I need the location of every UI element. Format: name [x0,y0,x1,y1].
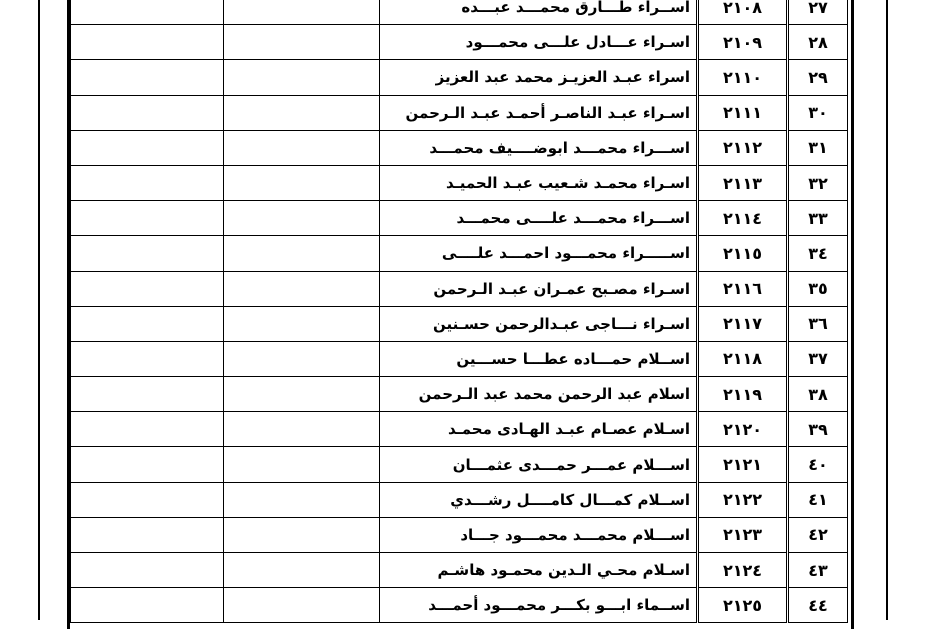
student-name: اسـراء مصـبح عمـران عبـد الـرحمن [380,271,698,306]
row-number: ٣٣ [788,201,848,236]
table-row [71,306,848,341]
seat-number: ٢١١١ [698,95,788,130]
seat-number: ٢١١٦ [698,271,788,306]
empty-cell [71,306,224,341]
table-row [71,25,848,60]
empty-cell [224,271,380,306]
seat-number: ٢١٢٢ [698,482,788,517]
student-name: اســـراء محمـــد ابوضــــيف محمـــد [380,130,698,165]
empty-cell [71,165,224,200]
empty-cell [71,482,224,517]
row-number: ٢٩ [788,60,848,95]
row-number: ٣٤ [788,236,848,271]
empty-cell [224,377,380,412]
seat-number: ٢١١٨ [698,341,788,376]
seat-number: ٢١٠٨ [698,0,788,25]
table-row [71,95,848,130]
student-name: اســلام كمـــال كامــــل رشـــدي [380,482,698,517]
empty-cell [71,271,224,306]
seat-number: ٢١٢٣ [698,517,788,552]
empty-cell [71,553,224,588]
seat-number: ٢١٢١ [698,447,788,482]
seat-number: ٢١١٥ [698,236,788,271]
empty-cell [71,201,224,236]
student-name: اسـراء محمـد شـعيب عبـد الحميـد [380,165,698,200]
row-number: ٢٧ [788,0,848,25]
seat-number: ٢١١٩ [698,377,788,412]
seat-number: ٢١١٢ [698,130,788,165]
table-row [71,60,848,95]
empty-cell [71,517,224,552]
student-name: اســـلام محمـــد محمـــود جـــاد [380,517,698,552]
seat-number: ٢١١٣ [698,165,788,200]
row-number: ٣٦ [788,306,848,341]
empty-cell [71,25,224,60]
row-number: ٣٠ [788,95,848,130]
row-number: ٤١ [788,482,848,517]
student-name: اسـلام عصـام عبـد الهـادى محمـد [380,412,698,447]
student-name: اســـلام عمـــر حمـــدى عثمـــان [380,447,698,482]
student-name: اسـراء نـــاجى عبـدالرحمن حسـنين [380,306,698,341]
row-number: ٣١ [788,130,848,165]
empty-cell [71,341,224,376]
empty-cell [224,447,380,482]
empty-cell [71,412,224,447]
table-row [71,553,848,588]
student-name: اسراء عبـد العزيـز محمد عبد العزيز [380,60,698,95]
table-row [71,271,848,306]
empty-cell [224,60,380,95]
table-row [71,341,848,376]
table-row [71,165,848,200]
row-number: ٣٨ [788,377,848,412]
student-name: اســـراء محمـــد علــــى محمـــد [380,201,698,236]
empty-cell [224,588,380,623]
table-row [71,412,848,447]
empty-cell [71,0,224,25]
row-number: ٣٩ [788,412,848,447]
row-number: ٤٠ [788,447,848,482]
table-row [71,377,848,412]
row-number: ٣٥ [788,271,848,306]
empty-cell [71,377,224,412]
student-roster-table [70,0,848,623]
empty-cell [224,25,380,60]
table-row [71,130,848,165]
seat-number: ٢١١٤ [698,201,788,236]
row-number: ٤٣ [788,553,848,588]
empty-cell [71,588,224,623]
seat-number: ٢١١٧ [698,306,788,341]
row-number: ٣٧ [788,341,848,376]
seat-number: ٢١١٠ [698,60,788,95]
table-row [71,0,848,25]
empty-cell [71,60,224,95]
seat-number: ٢١٢٥ [698,588,788,623]
empty-cell [224,482,380,517]
table-row [71,447,848,482]
empty-cell [224,306,380,341]
empty-cell [224,0,380,25]
student-name: اسـراء عبـد الناصـر أحمـد عبـد الـرحمن [380,95,698,130]
empty-cell [224,553,380,588]
student-name: اسلام عبد الرحمن محمد عبد الـرحمن [380,377,698,412]
page-border-left [38,0,40,620]
seat-number: ٢١٠٩ [698,25,788,60]
student-name: اســـــراء محمـــود احمـــد علــــى [380,236,698,271]
empty-cell [71,447,224,482]
row-number: ٢٨ [788,25,848,60]
student-name: اسـراء عـــادل علـــى محمـــود [380,25,698,60]
row-number: ٤٢ [788,517,848,552]
table-row [71,201,848,236]
seat-number: ٢١٢٤ [698,553,788,588]
row-number: ٣٢ [788,165,848,200]
roster-body [71,0,848,623]
table-row [71,482,848,517]
empty-cell [224,412,380,447]
empty-cell [71,95,224,130]
table-row [71,517,848,552]
student-name: اســلام حمـــاده عطـــا حســـين [380,341,698,376]
empty-cell [224,236,380,271]
empty-cell [224,165,380,200]
empty-cell [224,95,380,130]
row-number: ٤٤ [788,588,848,623]
page-border-right [886,0,888,620]
student-name: اســماء ابـــو بكـــر محمـــود أحمـــد [380,588,698,623]
empty-cell [224,341,380,376]
empty-cell [71,236,224,271]
student-name: اســراء طـــارق محمـــد عبـــده [380,0,698,25]
empty-cell [224,201,380,236]
empty-cell [224,517,380,552]
table-row [71,236,848,271]
table-row [71,588,848,623]
empty-cell [71,130,224,165]
student-name: اسـلام محـي الـدين محمـود هاشـم [380,553,698,588]
empty-cell [224,130,380,165]
seat-number: ٢١٢٠ [698,412,788,447]
